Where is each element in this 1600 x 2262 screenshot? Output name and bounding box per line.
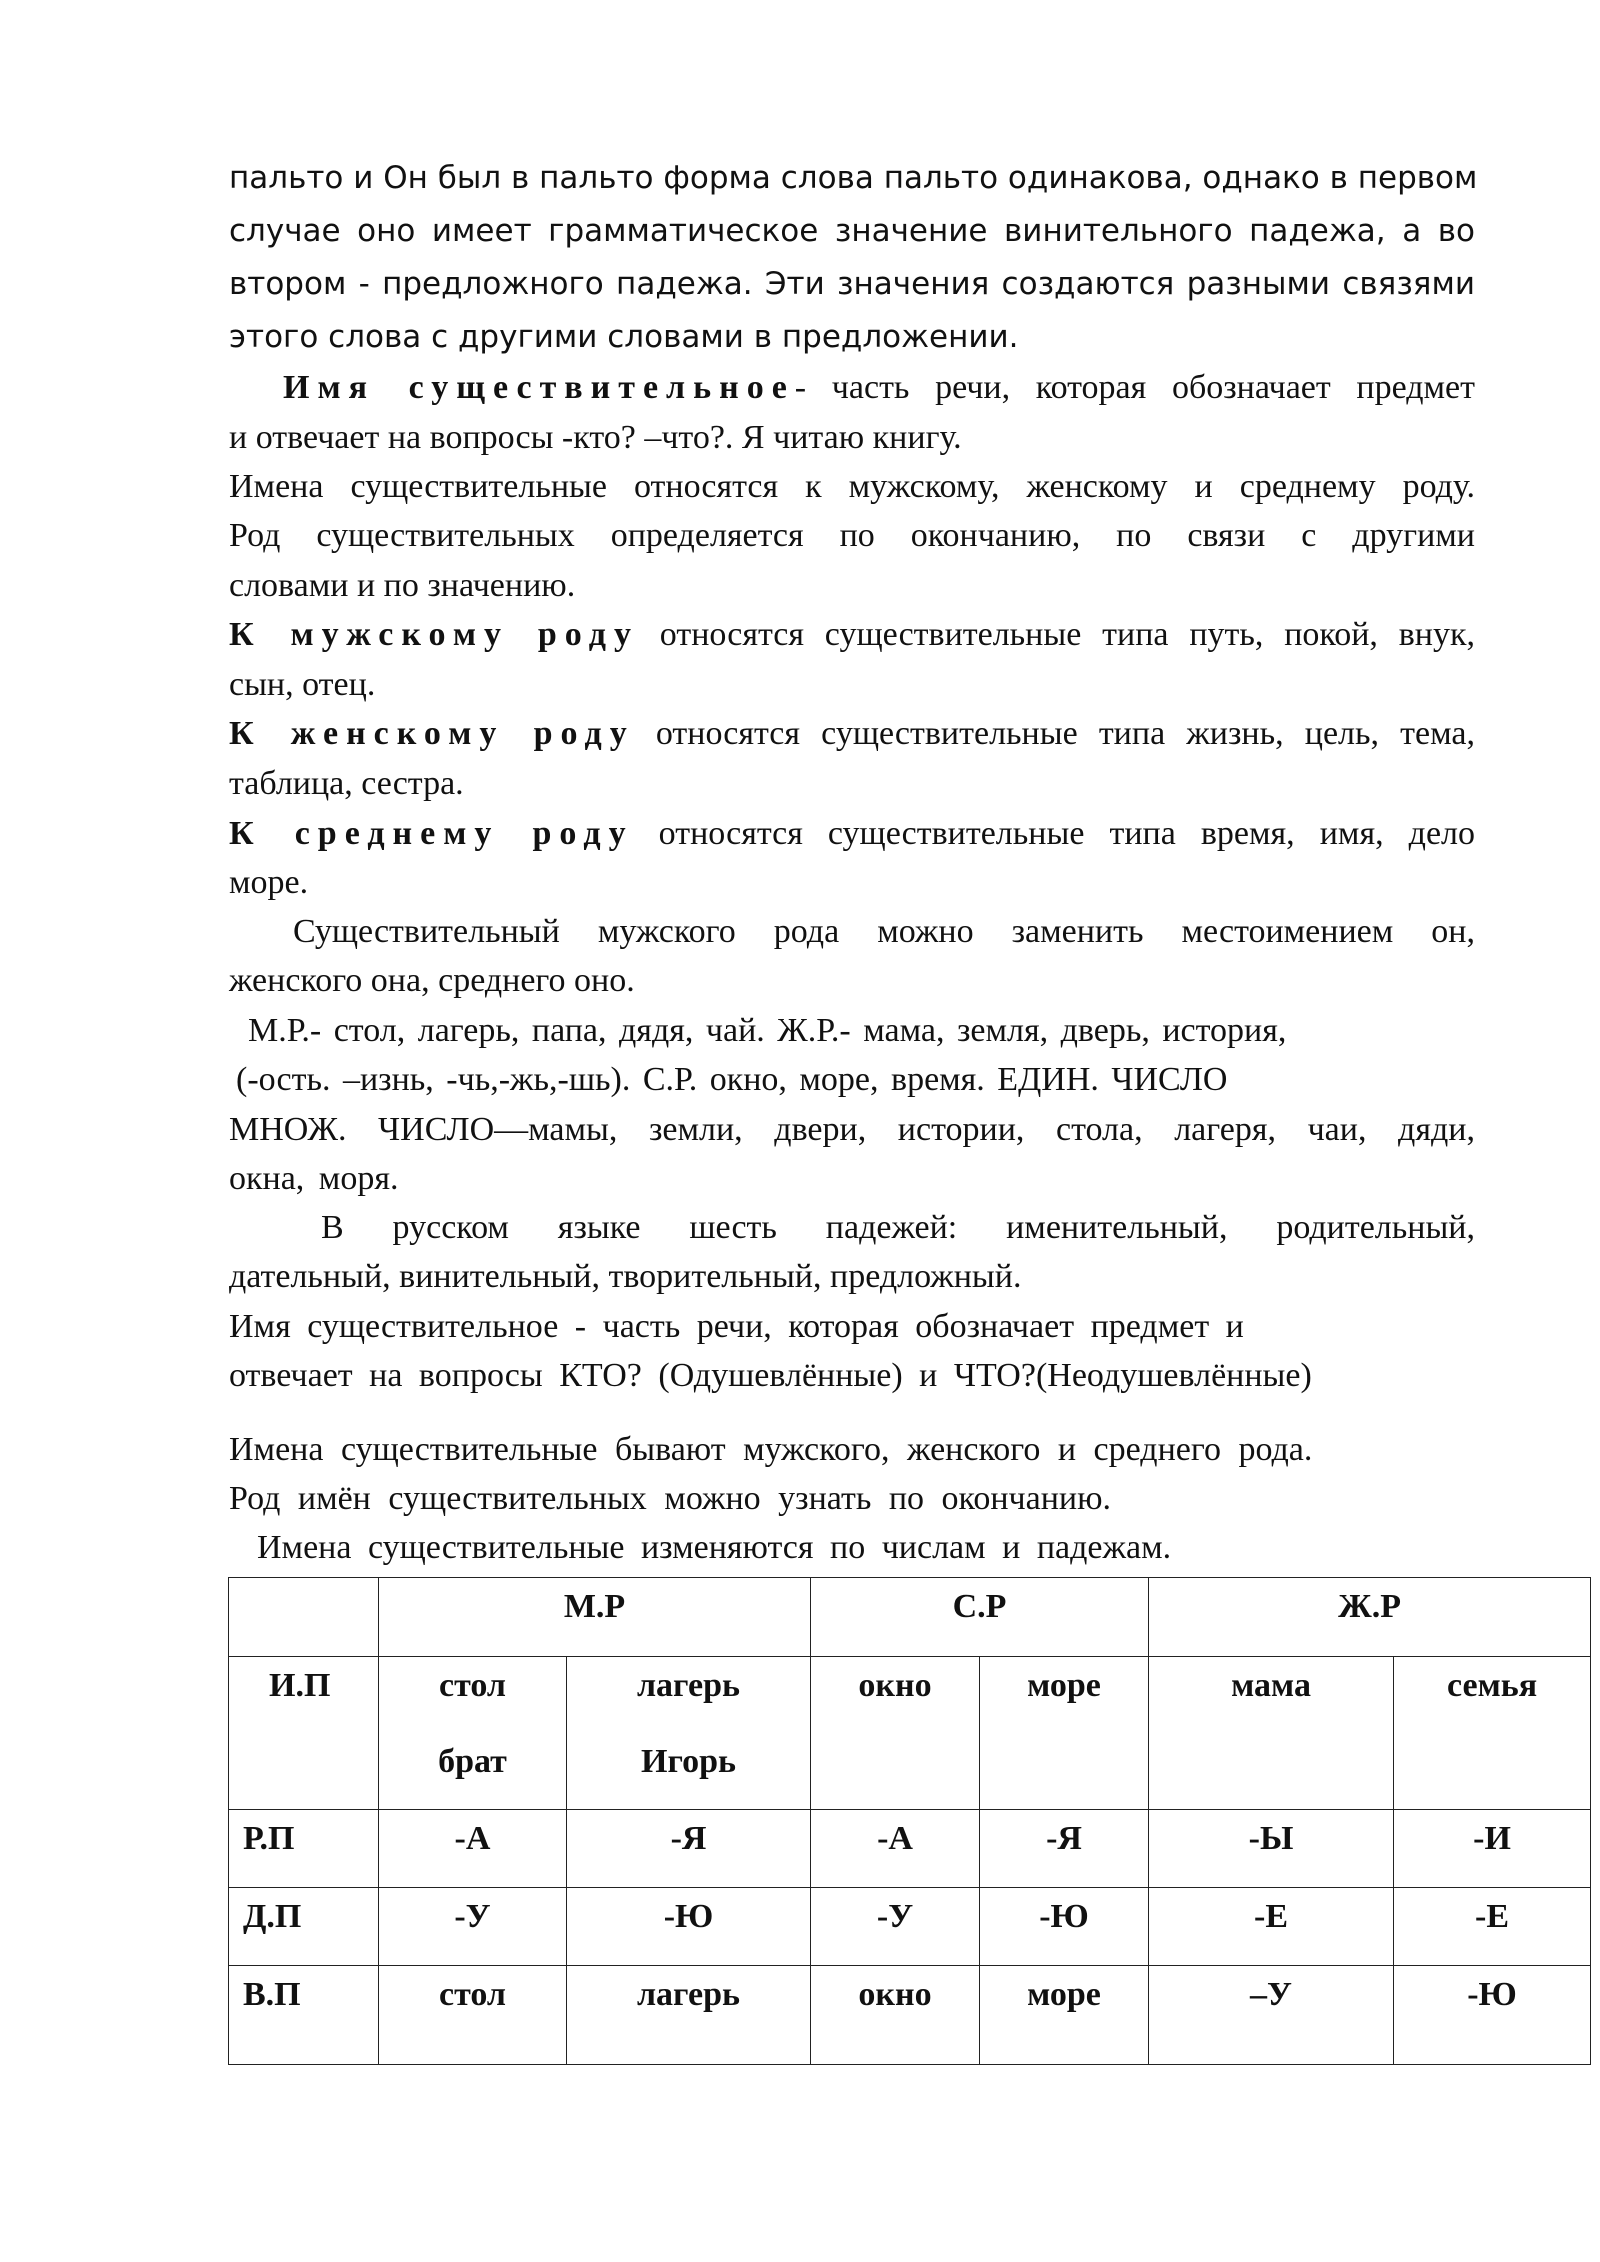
table-cell: -Ы [1149,1810,1394,1888]
table-cell [811,1657,980,1810]
paragraph-line: таблица, сестра. [229,765,464,802]
table-cell [567,1657,811,1810]
table-cell: -Ю [567,1888,811,1966]
table-cell: море [980,1966,1149,2065]
feminine-term: К женскому роду [229,715,635,752]
masculine-text: относятся существительные типа путь, покой, внук, [638,616,1476,653]
paragraph-line: Имя существительное - часть речи, которая обозначает предмет и [229,1308,1244,1345]
table-header-row [229,1578,1591,1657]
masculine-term: К мужскому роду [229,616,639,653]
header-feminine: Ж.Р [1149,1578,1591,1657]
paragraph-line: случае оно имеет грамматическое значение винительного падежа, а во [229,213,1475,249]
table-cell: -Е [1149,1888,1394,1966]
table-cell: -Ю [980,1888,1149,1966]
table-cell [1394,1657,1591,1810]
cell-word: море [1027,1667,1101,1704]
paragraph-line: В русском языке шесть падежей: именительный, родительный, [321,1209,1475,1246]
table-cell: лагерь [567,1966,811,2065]
paragraph-line: (-ость. –изнь, -чь,-жь,-шь). С.Р. окно, море, время. ЕДИН. ЧИСЛО [236,1061,1228,1098]
cell-word: мама [1231,1667,1311,1704]
paragraph-line: Род существительных определяется по окончанию, по связи с другими [229,517,1475,554]
paragraph-line: М.Р.- стол, лагерь, папа, дядя, чай. Ж.Р.- мама, земля, дверь, история, [248,1012,1287,1049]
header-masculine: М.Р [379,1578,811,1657]
header-neuter: С.Р [811,1578,1149,1657]
table-cell: -Ю [1394,1966,1591,2065]
table-cell: –У [1149,1966,1394,2065]
paragraph-line: МНОЖ. ЧИСЛО—мамы, земли, двери, истории, стола, лагеря, чаи, дяди, [229,1111,1475,1148]
table-cell: -У [379,1888,567,1966]
case-label: В.П [229,1966,379,2065]
table-row-dp [229,1888,1591,1966]
case-label: Д.П [229,1888,379,1966]
table-cell [1149,1657,1394,1810]
paragraph-line: женского она, среднего оно. [229,962,635,999]
paragraph-line: Род имён существительных можно узнать по окончанию. [229,1480,1112,1517]
neuter-text: относятся существительные типа время, имя, дело [633,815,1475,852]
cell-word: семья [1446,1667,1538,1704]
masculine-line [229,615,1475,655]
table-cell: окно [811,1966,980,2065]
paragraph-line: втором - предложного падежа. Эти значения создаются разными связями [229,266,1475,302]
table-cell: -И [1394,1810,1591,1888]
paragraph-line: окна, моря. [229,1160,399,1197]
case-label: И.П [229,1657,379,1810]
table-cell: -Е [1394,1888,1591,1966]
paragraph-line: море. [229,864,309,901]
neuter-term: К среднему роду [229,815,634,852]
case-label: Р.П [229,1810,379,1888]
paragraph-line: Имена существительные бывают мужского, женского и среднего рода. [229,1431,1313,1468]
cell-word: стол [439,1667,506,1704]
feminine-line [229,714,1475,754]
table-cell: стол [379,1966,567,2065]
paragraph-line: этого слова с другими словами в предложении. [229,319,1019,355]
cell-word: брат [438,1743,507,1780]
table-cell: -Я [567,1810,811,1888]
cell-word: Игорь [641,1743,736,1780]
table-cell: -А [811,1810,980,1888]
neuter-line [229,814,1475,854]
table-cell [980,1657,1149,1810]
cell-word: лагерь [636,1667,741,1704]
paragraph-line: сын, отец. [229,666,376,703]
paragraph-line: пальто и Он был в пальто форма слова пальто одинакова, однако в первом [229,160,1478,196]
paragraph-line: Имена существительные относятся к мужскому, женскому и среднему роду. [229,468,1475,505]
table-cell [379,1657,567,1810]
paragraph-line: Существительный мужского рода можно заменить местоимением он, [293,913,1475,950]
cell-word: окно [858,1667,932,1704]
table-cell: -А [379,1810,567,1888]
paragraph-line: дательный, винительный, творительный, предложный. [229,1258,1022,1295]
declension-table [228,1577,1591,2065]
table-row-ip [229,1657,1591,1810]
noun-definition-line [229,368,1475,408]
paragraph-line: отвечает на вопросы КТО? (Одушевлённые) и ЧТО?(Неодушевлённые) [229,1357,1312,1394]
table-row-rp [229,1810,1591,1888]
noun-term: Имя существительное [283,369,795,406]
table-cell: -У [811,1888,980,1966]
feminine-text: относятся существительные типа жизнь, цель, тема, [634,715,1475,752]
paragraph-line: словами и по значению. [229,567,576,604]
table-row-vp [229,1966,1591,2065]
noun-definition-text: - часть речи, которая обозначает предмет [794,369,1476,406]
paragraph-line: Имена существительные изменяются по числам и падежам. [257,1529,1172,1566]
paragraph-line: и отвечает на вопросы -кто? –что?. Я читаю книгу. [229,419,962,456]
table-corner-cell [229,1578,379,1657]
table-cell: -Я [980,1810,1149,1888]
